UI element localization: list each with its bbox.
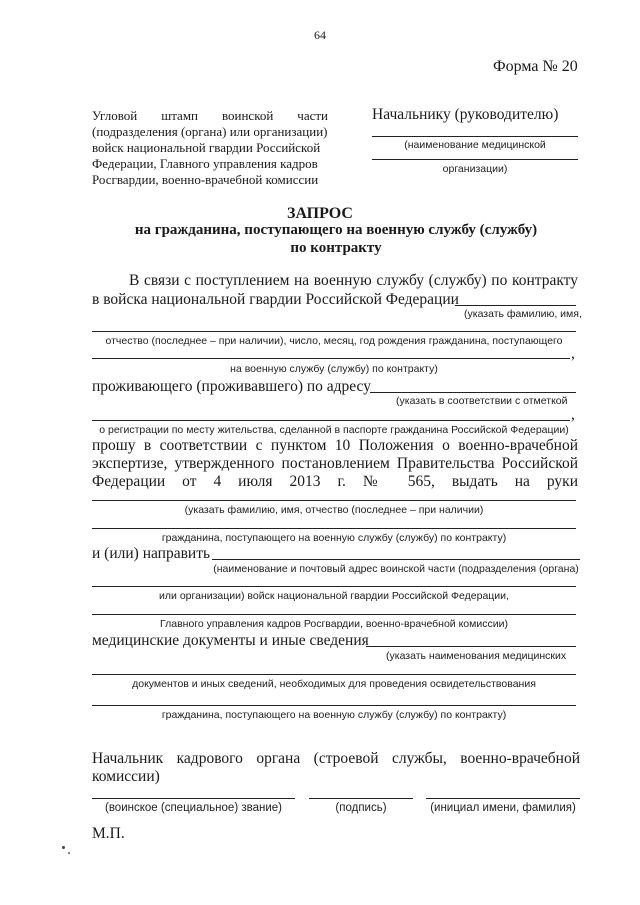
request-line-1: прошу в соответствии с пунктом 10 Положения о военно-врачебной: [92, 437, 578, 454]
documents-field[interactable]: [366, 646, 576, 647]
hint-unit-3: Главного управления кадров Росгвардии, военно-врачебной комиссии): [160, 618, 508, 630]
addressee-title: Начальнику (руководителю): [372, 106, 559, 123]
sign-field[interactable]: [309, 798, 413, 799]
hint-unit-1: (наименование и почтовый адрес воинской части (подразделения (органа): [213, 563, 579, 575]
stamp-line-1: Угловой штамп воинской части: [92, 108, 328, 123]
sign-hint: (подпись): [335, 802, 387, 814]
request-line-3: Федерации от 4 июля 2013 г. № 565, выдать на руки: [92, 473, 578, 490]
service-field[interactable]: [92, 358, 570, 359]
signature-line-2: комиссии): [92, 768, 160, 785]
seal-mark: М.П.: [92, 825, 125, 842]
heading-subtitle-2: по контракту: [290, 240, 382, 256]
citizen-field[interactable]: [92, 528, 576, 529]
hint-docs-2: документов и иных сведений, необходимых для проведения освидетельствования: [132, 678, 536, 690]
stamp-line-5: Росгвардии, военно-врачебной комиссии: [92, 172, 319, 187]
hint-fio-2: (указать фамилию, имя, отчество (последнее – при наличии): [184, 504, 484, 516]
heading-title: ЗАПРОС: [287, 205, 353, 222]
hint-docs-3: гражданина, поступающего на военную службу (службу) по контракту): [161, 709, 507, 721]
documents-field-2[interactable]: [92, 674, 576, 675]
name-field[interactable]: [426, 798, 580, 799]
hint-address-2: о регистрации по месту жительства, сделанной в паспорте гражданина Российской Федерации): [99, 424, 569, 436]
fio-field[interactable]: [455, 305, 576, 306]
rank-field[interactable]: [92, 798, 295, 799]
signature-line-1: Начальник кадрового органа (строевой службы, военно-врачебной: [92, 750, 580, 767]
stamp-line-4: Федерации, Главного управления кадров: [92, 156, 318, 171]
hint-patronymic: отчество (последнее – при наличии), число, месяц, год рождения гражданина, поступающего: [105, 335, 563, 347]
hint-address-1: (указать в соответствии с отметкой: [396, 395, 568, 407]
unit-field-2[interactable]: [92, 586, 576, 587]
send-label: и (или) направить: [92, 545, 211, 562]
p1-line-2: в войска национальной гвардии Российской Федерации: [92, 291, 459, 308]
unit-field[interactable]: [212, 559, 580, 560]
scan-speck: [62, 846, 65, 849]
documents-field-3[interactable]: [92, 705, 576, 706]
address-field[interactable]: [370, 392, 576, 393]
residing-label: проживающего (проживавшего) по адресу: [92, 378, 371, 395]
hint-fio: (указать фамилию, имя,: [464, 308, 582, 320]
addressee-hint-1: (наименование медицинской: [404, 139, 546, 151]
patronymic-field[interactable]: [92, 331, 576, 332]
page-number: 64: [314, 28, 326, 42]
address-field-2[interactable]: [92, 420, 570, 421]
request-line-2: экспертизе, утвержденного постановлением Правительства Российской: [92, 455, 578, 472]
rank-hint: (воинское (специальное) звание): [104, 802, 282, 814]
hint-citizen: гражданина, поступающего на военную службу (службу) по контракту): [161, 532, 507, 544]
stamp-line-2: (подразделения (органа) или организации): [92, 124, 328, 139]
name-hint: (инициал имени, фамилия): [430, 802, 576, 814]
unit-field-3[interactable]: [92, 614, 576, 615]
addressee-line-1: [372, 136, 578, 137]
addressee-hint-2: организации): [442, 163, 508, 175]
comma-1: ,: [571, 345, 575, 362]
form-number: Форма № 20: [493, 58, 578, 75]
stamp-line-3: войск национальной гвардии Российской: [92, 140, 321, 155]
heading-subtitle-1: на гражданина, поступающего на военную службу (службу): [134, 222, 538, 238]
hint-docs-1: (указать наименования медицинских: [386, 650, 567, 662]
recipient-field[interactable]: [92, 500, 576, 501]
scan-speck: [68, 852, 70, 854]
documents-label: медицинские документы и иные сведения: [92, 632, 369, 649]
hint-unit-2: или организации) войск национальной гвардии Российской Федерации,: [159, 590, 509, 602]
hint-service: на военную службу (службу) по контракту): [230, 363, 438, 375]
comma-2: ,: [571, 406, 575, 423]
addressee-line-2: [372, 159, 578, 160]
p1-line-1: В связи с поступлением на военную службу (службу) по контракту: [129, 272, 578, 289]
